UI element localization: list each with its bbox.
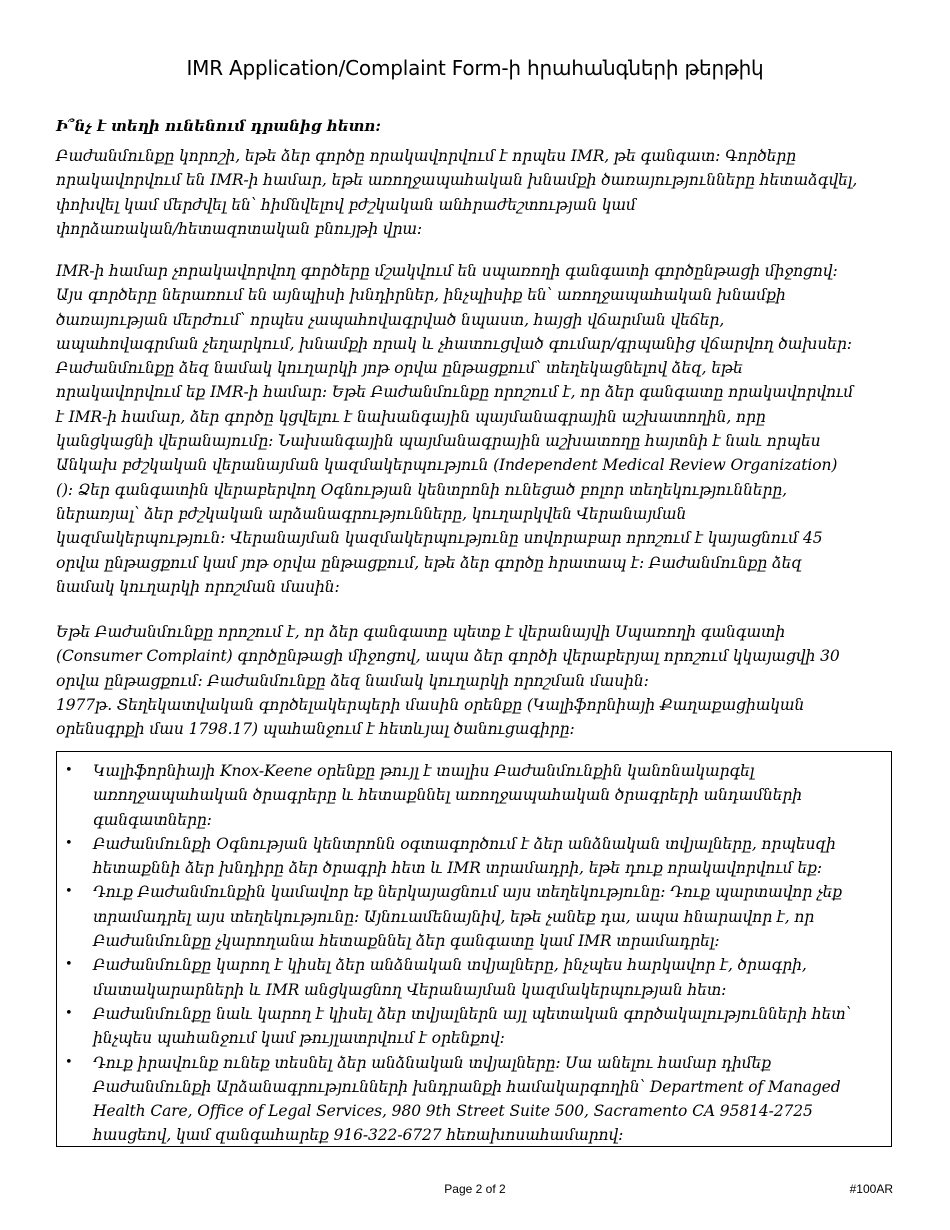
text-line: կազմակերպություն: Վերանայման կազմակերպությունը սովորաբար որոշում է կայացնում 45 [56, 529, 823, 548]
bullet-icon: • [65, 957, 73, 973]
list-item [65, 1002, 881, 1051]
list-item [65, 1051, 881, 1148]
list-item-text: Բաժանմունքը կարող է կիսել ձեր անձնական տվյալները, ինչպես հարկավոր է, ծրագրի, մատակարարների և IMR անցկացնող Վերանայման կազմակերպության հետ: [93, 956, 807, 999]
text-line: օրվա ընթացքում: Բաժանմունքը ձեզ նամակ կուղարկի որոշման մասին: [56, 671, 649, 690]
text-line: որակավորվում են IMR-ի համար, եթե առողջապահական խնամքի ծառայությունները հետաձգվել, [56, 171, 858, 190]
form-number: #100AR [849, 1182, 893, 1196]
text-line: կանցկացնի վերանայումը: Նախանգային պայմանագրային աշխատողը հայտնի է նաև որպես [56, 432, 821, 451]
page-number: Page 2 of 2 [444, 1182, 506, 1196]
text-line: Անկախ բժշկական վերանայման կազմակերպություն (Independent Medical Review Organization) [56, 456, 838, 475]
text-line: նամակ կուղարկի որոշման մասին: [56, 577, 340, 596]
bullet-icon: • [65, 1005, 73, 1021]
text-line: փոխվել կամ մերժվել են՝ հիմնվելով բժշկական անհրաժեշտության կամ [56, 195, 636, 214]
notice-list [57, 752, 891, 1148]
text-line: որակավորվում եք IMR-ի համար: Եթե Բաժանմունքը որոշում է, որ ձեր գանգատը որակավորվում [56, 383, 854, 402]
paragraph-consumer-complaint [56, 620, 906, 741]
bullet-icon: • [65, 835, 73, 851]
text-line: օրենսգրքի մաս 1798.17) պահանջում է հետևյալ ծանուցագիրը: [56, 720, 575, 739]
text-line: (): Ձեր գանգատին վերաբերվող Օգնության կենտրոնի ունեցած բոլոր տեղեկությունները, [56, 480, 788, 499]
text-line: փորձառական/հետազոտական բնույթի վրա: [56, 219, 423, 238]
list-item-text: Դուք իրավունք ունեք տեսնել ձեր անձնական տվյալները: Սա անելու համար դիմեք Բաժանմունքի Արձանագրությունների խնդրանքի համակարգողին՝ Department of Managed Health Care, Office of Legal Services, 980 9th Street Suite 500, Sacramento CA 95814-2725 հասցեով, կամ զանգահարեք 916-322-6727 հեռախոսահամարով: [93, 1053, 841, 1145]
section-heading: Ի՞նչ է տեղի ունենում դրանից հետո: [56, 117, 381, 135]
list-item-text: Բաժանմունքը նաև կարող է կիսել ձեր տվյալներն այլ պետական գործակալությունների հետ՝ ինչպես պահանջում կամ թույլատրվում է օրենքով: [93, 1004, 852, 1048]
list-item [65, 832, 881, 881]
list-item [65, 880, 881, 953]
list-item-text: Կալիֆորնիայի Knox-Keene օրենքը թույլ է տալիս Բաժանմունքին կանոնակարգել առողջապահական ծրագրերը և հետաքննել առողջապահական ծրագրերի անդամների գանգատները: [93, 762, 802, 829]
text-line: օրվա ընթացքում կամ յոթ օրվա ընթացքում, եթե ձեր գործը հրատապ է: Բաժանմունքը ձեզ [56, 553, 802, 572]
text-line: IMR-ի համար չորակավորվող գործերը մշակվում են սպառողի գանգատի գործընթացի միջոցով: [56, 262, 838, 280]
list-item-text: Բաժանմունքի Օգնության կենտրոնն օգտագործում է ձեր անձնական տվյալները, որպեսզի հետաքննի ձեր խնդիրը ձեր ծրագրի հետ և IMR տրամադրի, եթե դուք որակավորվում եք: [93, 834, 836, 878]
bullet-icon: • [65, 1054, 73, 1070]
text-line: 1977թ. Տեղեկատվական գործելակերպերի մասին օրենքը (Կալիֆորնիայի Քաղաքացիական [56, 695, 805, 714]
list-item [65, 759, 881, 832]
list-item-text: Դուք Բաժանմունքին կամավոր եք ներկայացնում այս տեղեկությունը: Դուք պարտավոր չեք տրամադրել այս տեղեկությունը: Այնուամենայնիվ, եթե չանեք դա, ապա հնարավոր է, որ Բաժանմունքը չկարողանա հետաքննել ձեր գանգատը կամ IMR տրամադրել: [93, 883, 842, 951]
text-line: է IMR-ի համար, ձեր գործը կցվելու է նախանգային պայմանագրային աշխատողին, որը [56, 407, 766, 426]
text-line: ապահովագրման չեղարկում, խնամքի որակ և չհատուցված գումար/գրպանից վճարվող ծախսեր: [56, 334, 852, 353]
list-item [65, 953, 881, 1002]
bullet-icon: • [65, 763, 73, 778]
text-line: Բաժանմունքը ձեզ նամակ կուղարկի յոթ օրվա ընթացքում՝ տեղեկացնելով ձեզ, եթե [56, 359, 743, 378]
bullet-icon: • [65, 884, 73, 900]
text-line: Բաժանմունքը կորոշի, եթե ձեր գործը որակավորվում է որպես IMR, թե գանգատ: Գործերը [56, 147, 797, 165]
paragraph-complaint-process [56, 259, 906, 599]
text-line: Այս գործերը ներառում են այնպիսի խնդիրներ, ինչպիսիք են՝ առողջապահական խնամքի [56, 286, 786, 305]
text-line: ներառյալ՝ ձեր բժշկական արձանագրությունները, կուղարկվեն Վերանայման [56, 504, 687, 523]
text-line: Եթե Բաժանմունքը որոշում է, որ ձեր գանգատը պետք է վերանայվի Սպառողի գանգատի [56, 623, 786, 641]
paragraph-imr-qualification [56, 144, 906, 241]
page-title: IMR Application/Complaint Form-ի հրահանգների թերթիկ [186, 56, 764, 80]
text-line: (Consumer Complaint) գործընթացի միջոցով, ապա ձեր գործի վերաբերյալ որոշում կկայացվի 30 [56, 647, 840, 666]
privacy-notice-box [56, 751, 892, 1147]
text-line: ծառայության մերժում՝ որպես չապահովագրված նպաստ, հայցի վճարման վեճեր, [56, 310, 725, 329]
